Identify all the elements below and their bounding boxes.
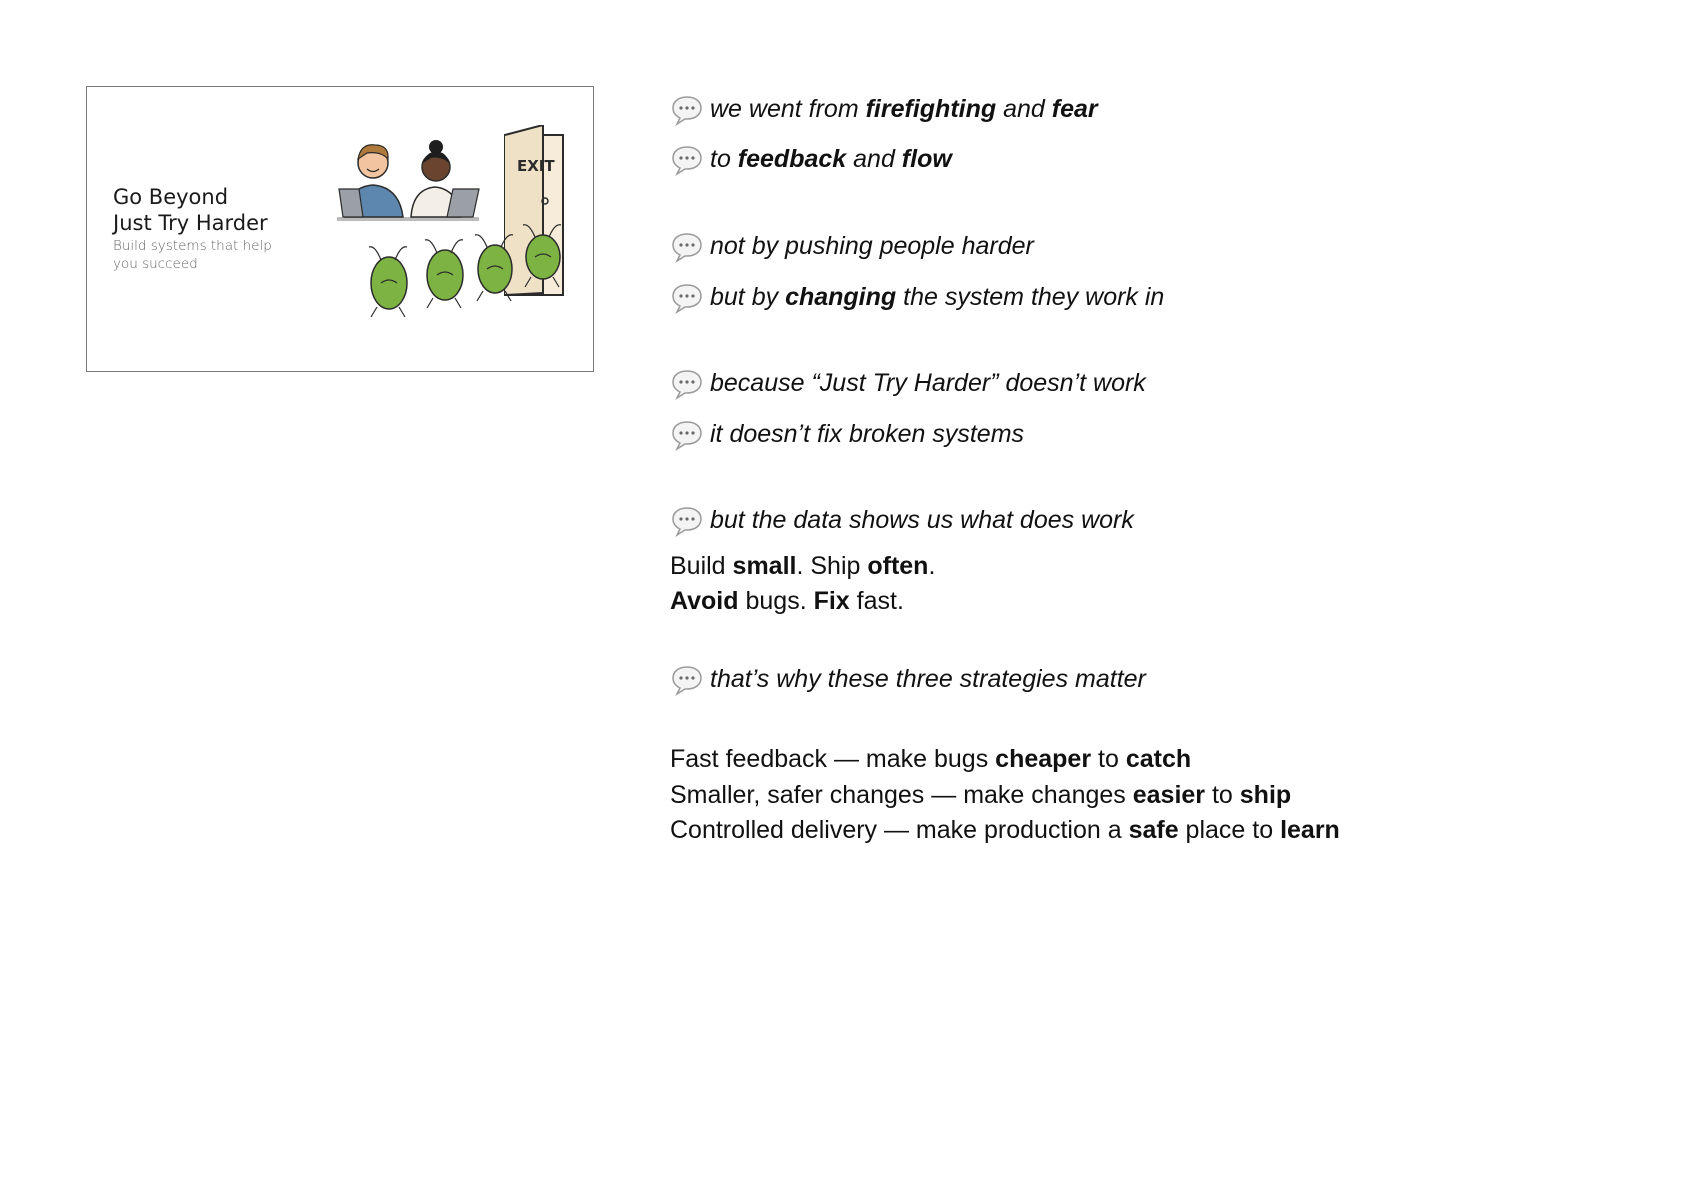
- principle-line: [670, 548, 935, 584]
- strategy-line: [670, 777, 1291, 813]
- text-run: the system they work in: [896, 283, 1165, 311]
- desk-with-developers-icon: [337, 140, 479, 221]
- note-line: [670, 664, 1146, 694]
- text-run: to: [1205, 781, 1240, 809]
- speech-bubble-icon: [670, 282, 704, 314]
- emphasis-run: often: [867, 552, 929, 580]
- speech-bubble-icon: [670, 231, 704, 263]
- emphasis-run: easier: [1132, 781, 1206, 809]
- text-run: but by: [710, 283, 786, 311]
- note-line: [670, 282, 1164, 312]
- note-line: [670, 368, 1146, 398]
- line-text: [670, 781, 1291, 809]
- text-run: and: [846, 145, 902, 173]
- text-run: Controlled delivery — make production a: [670, 816, 1129, 844]
- line-text: [670, 552, 935, 580]
- slide-illustration: [337, 125, 587, 325]
- strategy-line: [670, 741, 1191, 777]
- slide-title-line-2: Just Try Harder: [113, 211, 268, 235]
- strategy-line: [670, 812, 1340, 848]
- note-line: [670, 231, 1034, 261]
- text-run: . Ship: [796, 552, 868, 580]
- emphasis-run: cheaper: [995, 745, 1092, 773]
- line-text: [710, 506, 1134, 534]
- bug-icon: [425, 240, 463, 308]
- line-text: [710, 665, 1146, 693]
- principle-line: [670, 583, 904, 619]
- emphasis-run: ship: [1239, 781, 1292, 809]
- emphasis-run: small: [732, 552, 797, 580]
- emphasis-run: learn: [1280, 816, 1340, 844]
- text-run: place to: [1178, 816, 1281, 844]
- line-text: [710, 145, 952, 173]
- note-line: [670, 505, 1134, 535]
- text-run: bugs.: [738, 587, 814, 615]
- line-text: [710, 232, 1034, 260]
- speech-bubble-icon: [670, 419, 704, 451]
- text-run: and: [996, 95, 1052, 123]
- emphasis-run: flow: [901, 145, 952, 173]
- bug-icon: [369, 247, 407, 317]
- text-run: Smaller, safer changes — make changes: [670, 781, 1133, 809]
- slide-title-line-1: Go Beyond: [113, 185, 229, 209]
- emphasis-run: Avoid: [670, 587, 739, 615]
- text-run: fast.: [849, 587, 904, 615]
- text-run: to: [1091, 745, 1126, 773]
- note-line: [670, 94, 1098, 124]
- emphasis-run: fear: [1051, 95, 1098, 123]
- speech-bubble-icon: [670, 144, 704, 176]
- emphasis-run: catch: [1125, 745, 1192, 773]
- emphasis-run: safe: [1128, 816, 1179, 844]
- text-run: to: [710, 145, 738, 173]
- slide-subtitle: Build systems that help you succeed: [113, 238, 272, 272]
- slide-thumbnail[interactable]: [86, 86, 594, 372]
- note-line: [670, 144, 952, 174]
- emphasis-run: Fix: [813, 587, 850, 615]
- speech-bubble-icon: [670, 664, 704, 696]
- line-text: [670, 587, 904, 615]
- line-text: [670, 745, 1191, 773]
- text-run: Fast feedback — make bugs: [670, 745, 996, 773]
- text-run: not by pushing people harder: [710, 232, 1034, 260]
- text-run: that’s why these three strategies matter: [710, 665, 1146, 693]
- text-run: we went from: [710, 95, 866, 123]
- emphasis-run: firefighting: [865, 95, 997, 123]
- note-line: [670, 419, 1024, 449]
- slide-title: [113, 184, 268, 236]
- speech-bubble-icon: [670, 368, 704, 400]
- speech-bubble-icon: [670, 94, 704, 126]
- line-text: [710, 369, 1146, 397]
- emphasis-run: feedback: [737, 145, 847, 173]
- text-run: .: [928, 552, 936, 580]
- line-text: [710, 420, 1024, 448]
- text-run: because “Just Try Harder” doesn’t work: [710, 369, 1146, 397]
- line-text: [670, 816, 1340, 844]
- speech-bubble-icon: [670, 505, 704, 537]
- text-run: but the data shows us what does work: [710, 506, 1134, 534]
- line-text: [710, 95, 1098, 123]
- text-run: Build: [670, 552, 733, 580]
- line-text: [710, 283, 1164, 311]
- text-run: it doesn’t fix broken systems: [710, 420, 1025, 448]
- exit-sign-label: EXIT: [517, 157, 555, 175]
- emphasis-run: changing: [785, 283, 897, 311]
